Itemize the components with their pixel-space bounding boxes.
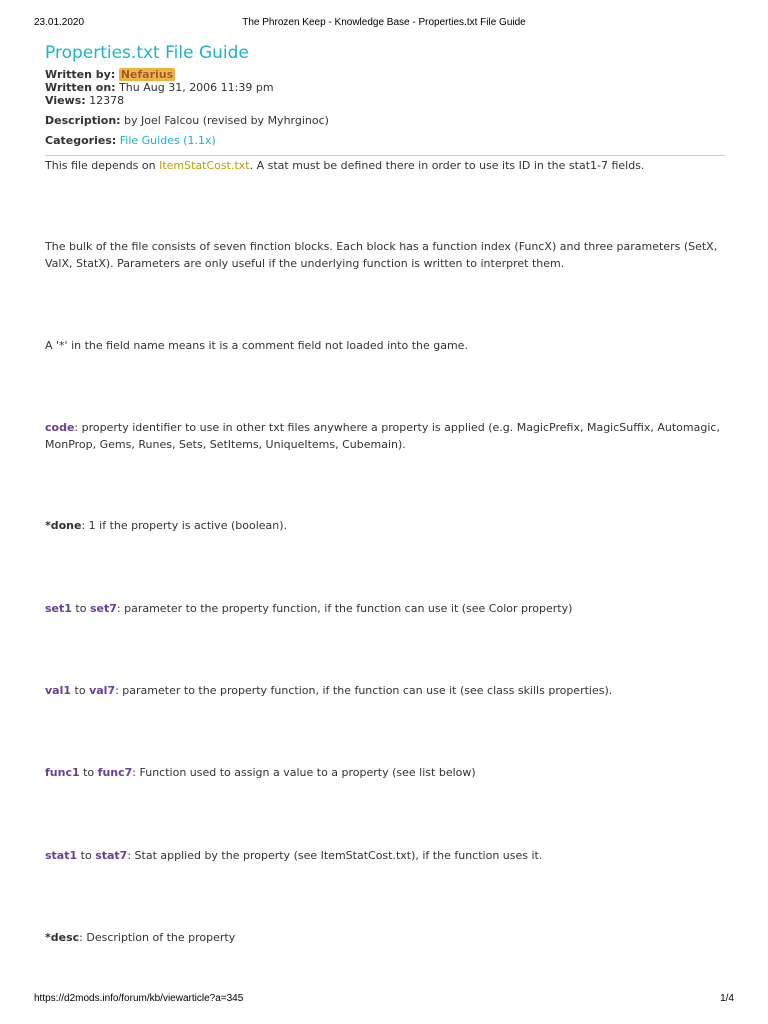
print-footer [0, 993, 768, 1007]
field-name-stat7: stat7 [95, 849, 128, 862]
field-code: code: property identifier to use in other txt files anywhere a property is applied (e.g. MagicPrefix, MagicSuffix, Automagic, MonProp, Gems, Runes, Sets, SetItems, UniqueItems, Cubemain). [45, 421, 720, 451]
written-by-label: Written by: [45, 68, 116, 81]
author-link[interactable]: Nefarius [120, 68, 174, 81]
print-page-title: The Phrozen Keep - Knowledge Base - Properties.txt File Guide [242, 17, 526, 28]
article-header [45, 42, 725, 162]
field-func: func1 to func7: Function used to assign a value to a property (see list below) [45, 766, 476, 779]
function-blocks-paragraph: The bulk of the file consists of seven finction blocks. Each block has a function index (FuncX) and three parameters (SetX, ValX, StatX). Parameters are only useful if the underlying function is written to interpret them. [45, 240, 718, 270]
description-row [45, 114, 725, 127]
views-value: 12378 [89, 94, 125, 107]
field-name-val1: val1 [45, 684, 72, 697]
field-name-code: code [45, 421, 75, 434]
article-title: Properties.txt File Guide [45, 43, 249, 63]
field-name-func1: func1 [45, 766, 80, 779]
description-value: by Joel Falcou (revised by Myhrginoc) [124, 114, 329, 127]
written-on-label: Written on: [45, 81, 116, 94]
field-val: val1 to val7: parameter to the property function, if the function can use it (see class skills properties). [45, 684, 613, 697]
categories-row [45, 134, 725, 147]
field-name-stat1: stat1 [45, 849, 78, 862]
article-meta [45, 68, 725, 147]
written-by-row [45, 68, 725, 81]
print-date: 23.01.2020 [34, 17, 85, 28]
page-number: 1/4 [720, 993, 734, 1004]
written-on-value: Thu Aug 31, 2006 11:39 pm [119, 81, 274, 94]
comment-field-paragraph: A '*' in the field name means it is a comment field not loaded into the game. [45, 339, 468, 352]
field-done: *done: 1 if the property is active (boolean). [45, 519, 288, 532]
field-stat: stat1 to stat7: Stat applied by the property (see ItemStatCost.txt), if the function uses it. [45, 849, 543, 862]
print-url: https://d2mods.info/forum/kb/viewarticle?a=345 [34, 993, 244, 1004]
field-name-done: *done [45, 519, 82, 532]
categories-label: Categories: [45, 134, 117, 147]
category-link[interactable]: File Guides (1.1x) [119, 134, 216, 147]
intro-paragraph: This file depends on ItemStatCost.txt. A stat must be defined there in order to use its ID in the stat1-7 fields. [45, 159, 645, 172]
field-set: set1 to set7: parameter to the property function, if the function can use it (see Color property) [45, 602, 573, 615]
field-name-set7: set7 [89, 602, 117, 615]
itemstatcost-link[interactable]: ItemStatCost.txt [159, 159, 250, 172]
field-name-desc: *desc [45, 931, 80, 944]
views-row [45, 94, 725, 107]
print-header [0, 17, 768, 31]
divider [45, 155, 725, 156]
written-on-row [45, 81, 725, 94]
field-name-val7: val7 [89, 684, 116, 697]
field-name-set1: set1 [45, 602, 72, 615]
description-label: Description: [45, 114, 121, 127]
field-name-func7: func7 [97, 766, 133, 779]
views-label: Views: [45, 94, 86, 107]
field-desc: *desc: Description of the property [45, 931, 236, 944]
